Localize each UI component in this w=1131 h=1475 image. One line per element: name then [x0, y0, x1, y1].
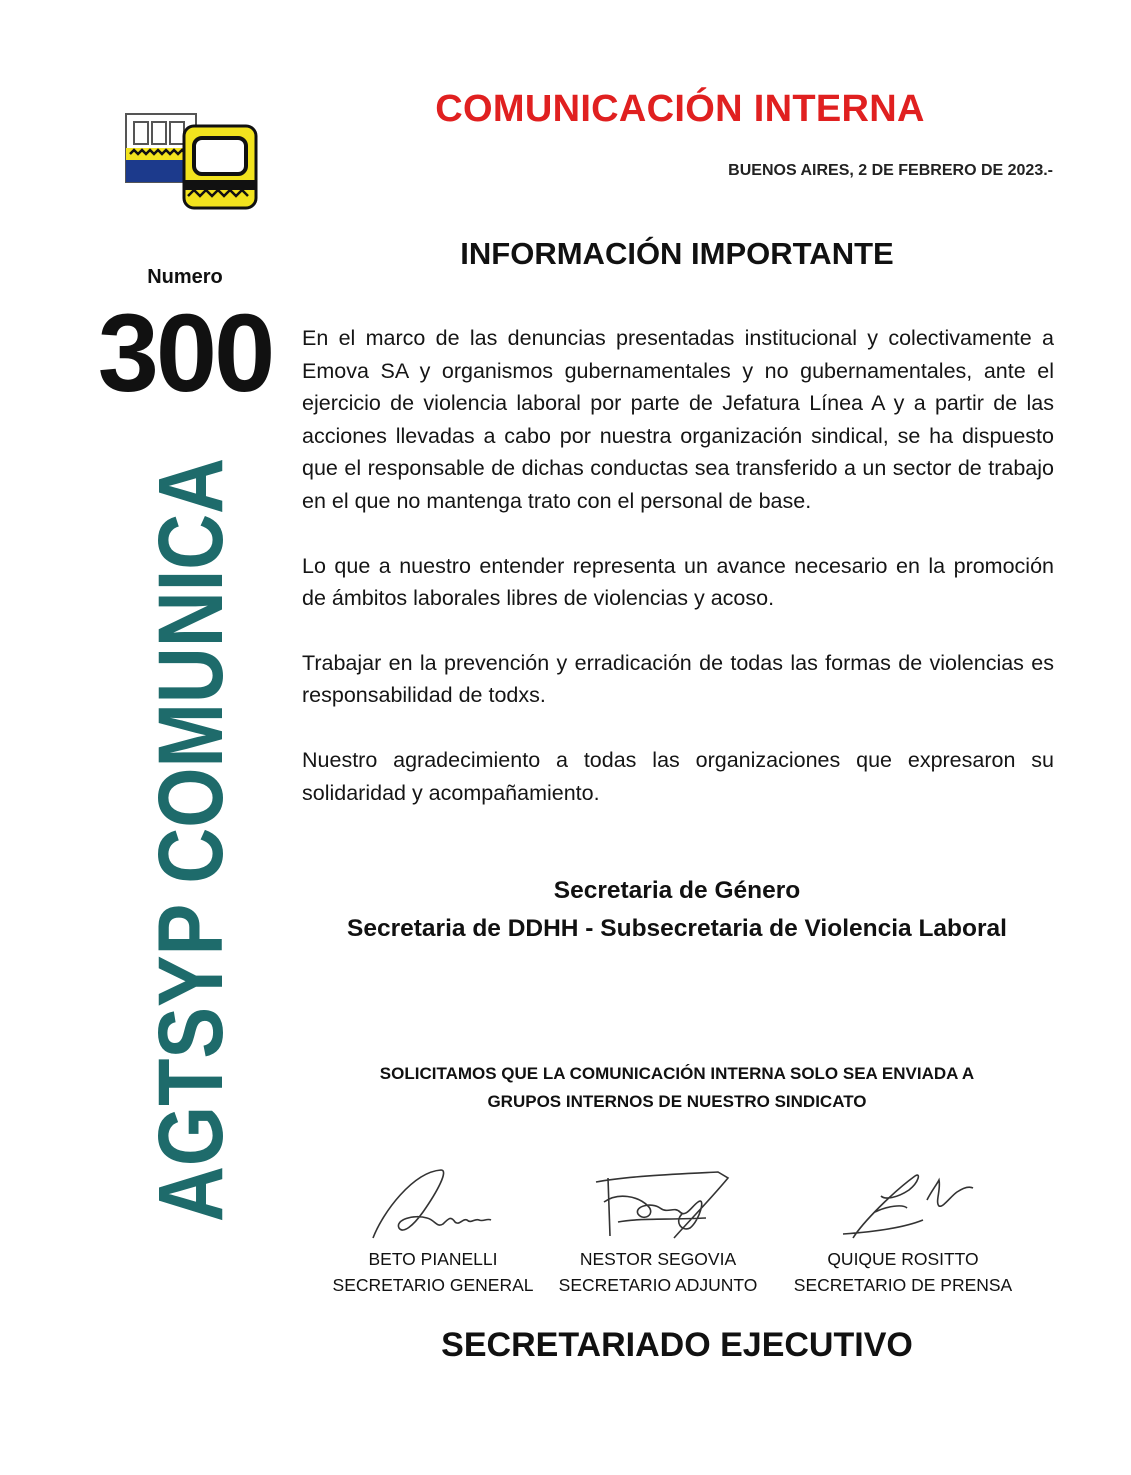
document-date: BUENOS AIRES, 2 DE FEBRERO DE 2023.-: [728, 162, 1053, 179]
union-logo-trains: [122, 110, 262, 212]
signatory-name-1: BETO PIANELLI: [368, 1249, 498, 1269]
section-heading: INFORMACIÓN IMPORTANTE: [460, 236, 894, 271]
issue-number-value: 300: [97, 292, 273, 415]
signatory-role-1: SECRETARIO GENERAL: [332, 1275, 534, 1295]
signature-block-2: [543, 1162, 773, 1298]
signatory-name-3: QUIQUE ROSITTO: [827, 1249, 979, 1269]
distribution-notice: [300, 1060, 1054, 1116]
issue-number-label: Numero: [147, 266, 223, 288]
body-text: [302, 322, 1054, 841]
signature-block-3: [788, 1162, 1018, 1298]
handwritten-signature-2: [578, 1162, 738, 1246]
signoff-line-1: Secretaria de Género: [553, 877, 801, 904]
vertical-brand-text: AGTSYP COMUNI: [148, 450, 236, 1222]
footer-executive-secretariat: SECRETARIADO EJECUTIVO: [441, 1326, 913, 1364]
signatory-role-2: SECRETARIO ADJUNTO: [558, 1275, 758, 1295]
handwritten-signature-1: [353, 1162, 513, 1246]
agtsyp-comunica-vertical-brand: [148, 450, 236, 1230]
body-paragraph-4: Nuestro agradecimiento a todas las organizaciones que expresaron su solidaridad y acompañamiento.: [302, 747, 1054, 805]
notice-line-2: GRUPOS INTERNOS DE NUESTRO SINDICATO: [487, 1092, 867, 1111]
notice-line-1: SOLICITAMOS QUE LA COMUNICACIÓN INTERNA SOLO SEA ENVIADA A: [379, 1064, 975, 1083]
signoff-block: [300, 872, 1054, 948]
body-paragraph-2: Lo que a nuestro entender representa un avance necesario en la promoción de ámbitos laborales libres de violencias y acoso.: [302, 553, 1054, 611]
signature-block-1: [318, 1162, 548, 1298]
body-paragraph-3: Trabajar en la prevención y erradicación de todas las formas de violencias es responsabilidad de todxs.: [302, 650, 1054, 708]
handwritten-signature-3: [823, 1162, 983, 1246]
document-title: COMUNICACIÓN INTERNA: [435, 88, 925, 130]
signoff-line-2: Secretaria de DDHH - Subsecretaria de Violencia Laboral: [347, 915, 1007, 942]
body-paragraph-1: En el marco de las denuncias presentadas institucional y colectivamente a Emova SA y organismos gubernamentales y no gubernamentales, ante el ejercicio de violencia laboral por parte de Jefatura Línea A y a partir de las acciones llevadas a cabo por nuestra organización sindical, se ha dispuesto que el responsable de dichas conductas sea transferido a un sector de trabajo en el que no mantenga trato con el personal de base.: [302, 326, 1054, 513]
signatory-name-2: NESTOR SEGOVIA: [579, 1249, 737, 1269]
signatory-role-3: SECRETARIO DE PRENSA: [793, 1275, 1013, 1295]
